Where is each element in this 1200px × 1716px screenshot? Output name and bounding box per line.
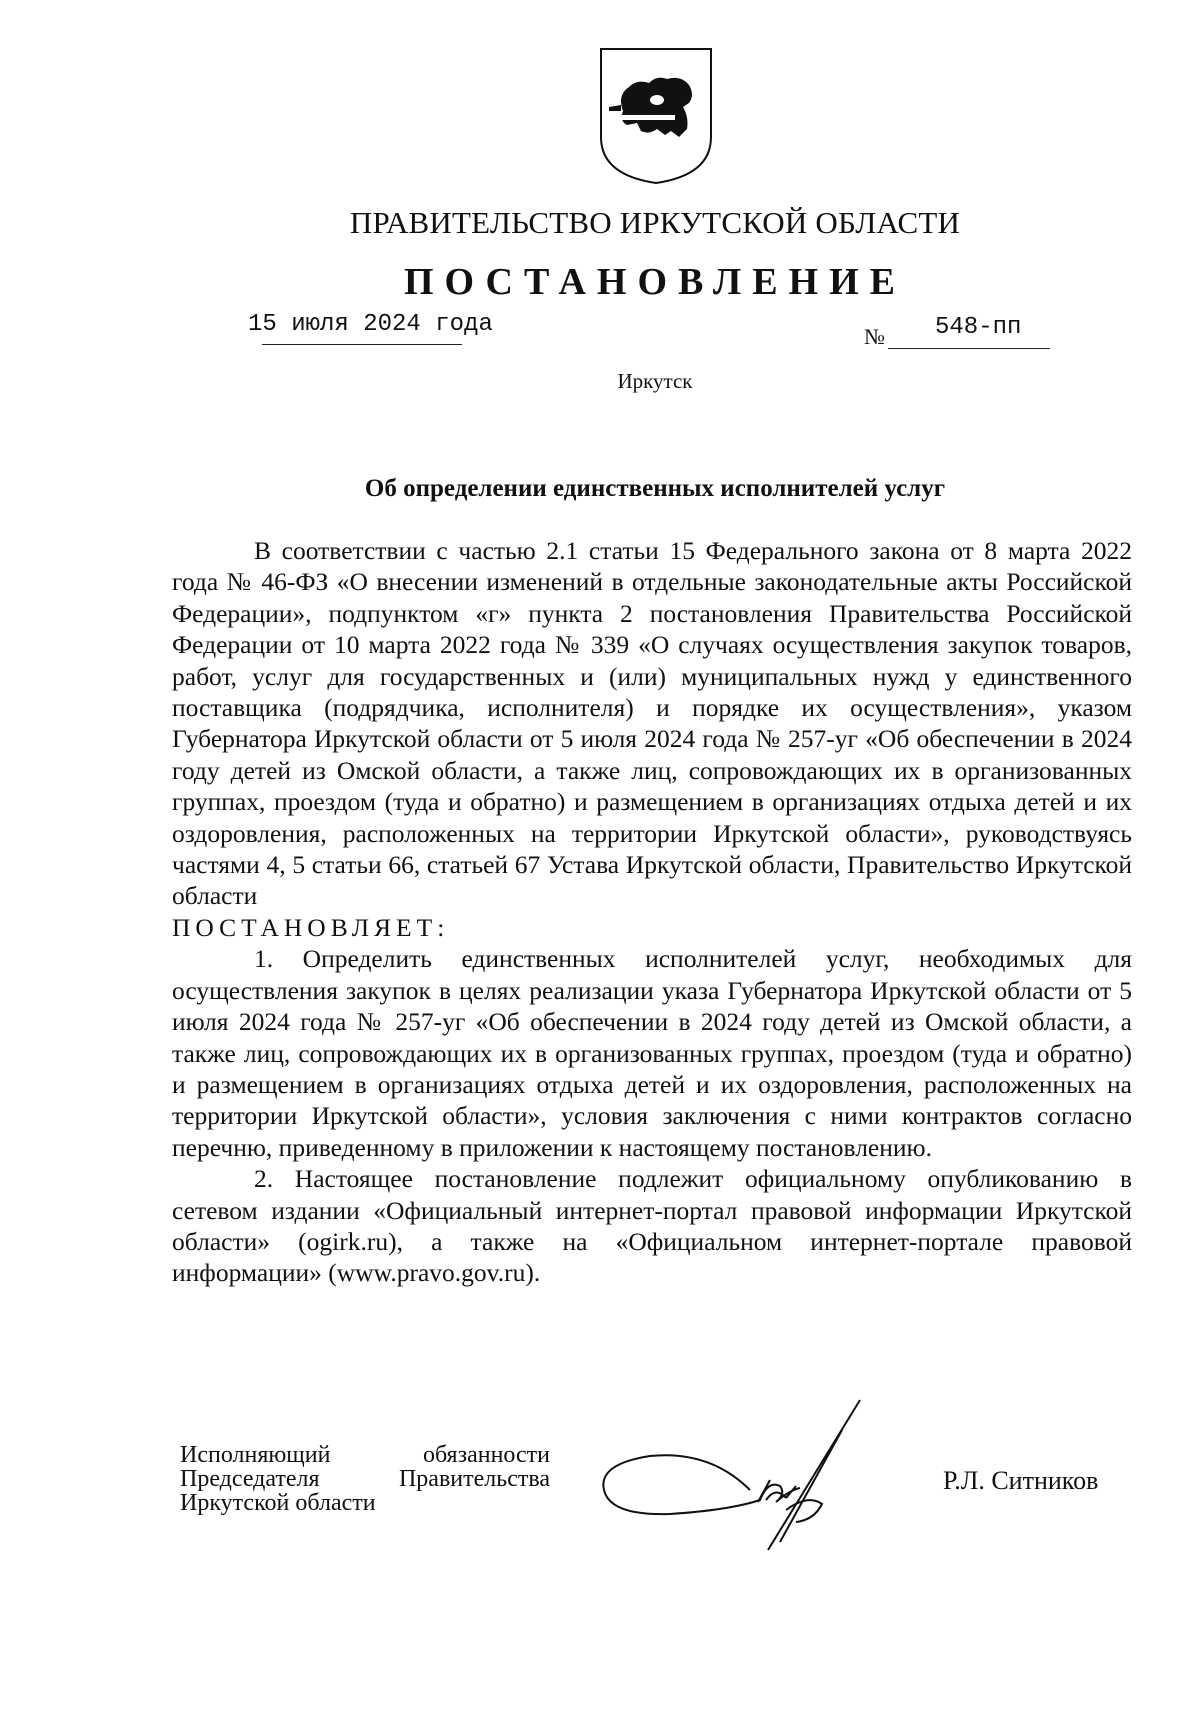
document-number: 548-пп [935, 314, 1022, 341]
document-body [172, 535, 1132, 1289]
date-underline [262, 344, 462, 345]
irkutsk-coat-of-arms-icon [597, 45, 715, 185]
number-label: № [864, 324, 885, 349]
item-2-paragraph: 2. Настоящее постановление подлежит официальному опубликованию в сетевом издании «Официальный интернет-портал правовой информации Иркутской области» (ogirk.ru), а также на «Официальном интернет-портале правовой информации» (www.pravo.gov.ru). [172, 1164, 1132, 1288]
position-line-1: Исполняющий обязанности [180, 1442, 550, 1468]
organization-name: ПРАВИТЕЛЬСТВО ИРКУТСКОЙ ОБЛАСТИ [349, 205, 961, 240]
signatory-name: Р.Л. Ситников [943, 1466, 1099, 1495]
resolve-keyword: ПОСТАНОВЛЯЕТ: [172, 912, 450, 942]
document-subject: Об определении единственных исполнителей услуг [364, 475, 946, 502]
number-underline [888, 348, 1050, 349]
item-1-paragraph: 1. Определить единственных исполнителей услуг, необходимых для осуществления закупок в целях реализации указа Губернатора Иркутской области от 5 июля 2024 года № 257-уг «Об обеспечении в 2024 году детей из Омской области, а также лиц, сопровождающих их в организованных группах, проездом (туда и обратно) и размещением в организациях отдыха детей и их оздоровления, расположенных на территории Иркутской области», условия заключения с ними контрактов согласно перечню, приведенному в приложении к настоящему постановлению. [172, 944, 1132, 1162]
signatory-position [180, 1443, 550, 1515]
document-date: 15 июля 2024 года [248, 311, 493, 338]
position-line-2: Председателя Правительства [180, 1466, 550, 1492]
position-line-3: Иркутской области [180, 1490, 376, 1516]
city: Иркутск [617, 369, 693, 393]
handwritten-signature [590, 1390, 890, 1560]
preamble-paragraph: В соответствии с частью 2.1 статьи 15 Федерального закона от 8 марта 2022 года № 46-ФЗ «О внесении изменений в отдельные законодательные акты Российской Федерации», подпунктом «г» пункта 2 постановления Правительства Российской Федерации от 10 марта 2022 года № 339 «О случаях осуществления закупок товаров, работ, услуг для государственных и (или) муниципальных нужд у единственного поставщика (подрядчика, исполнителя) и порядке их осуществления», указом Губернатора Иркутской области от 5 июля 2024 года № 257-уг «Об обеспечении в 2024 году детей из Омской области, а также лиц, сопровождающих их в организованных группах, проездом (туда и обратно) и размещением в организациях отдыха детей и их оздоровления, расположенных на территории Иркутской области», руководствуясь частями 4, 5 статьи 66, статьей 67 Устава Иркутской области, Правительство Иркутской области [172, 536, 1132, 911]
document-type-title: ПОСТАНОВЛЕНИЕ [403, 261, 907, 303]
